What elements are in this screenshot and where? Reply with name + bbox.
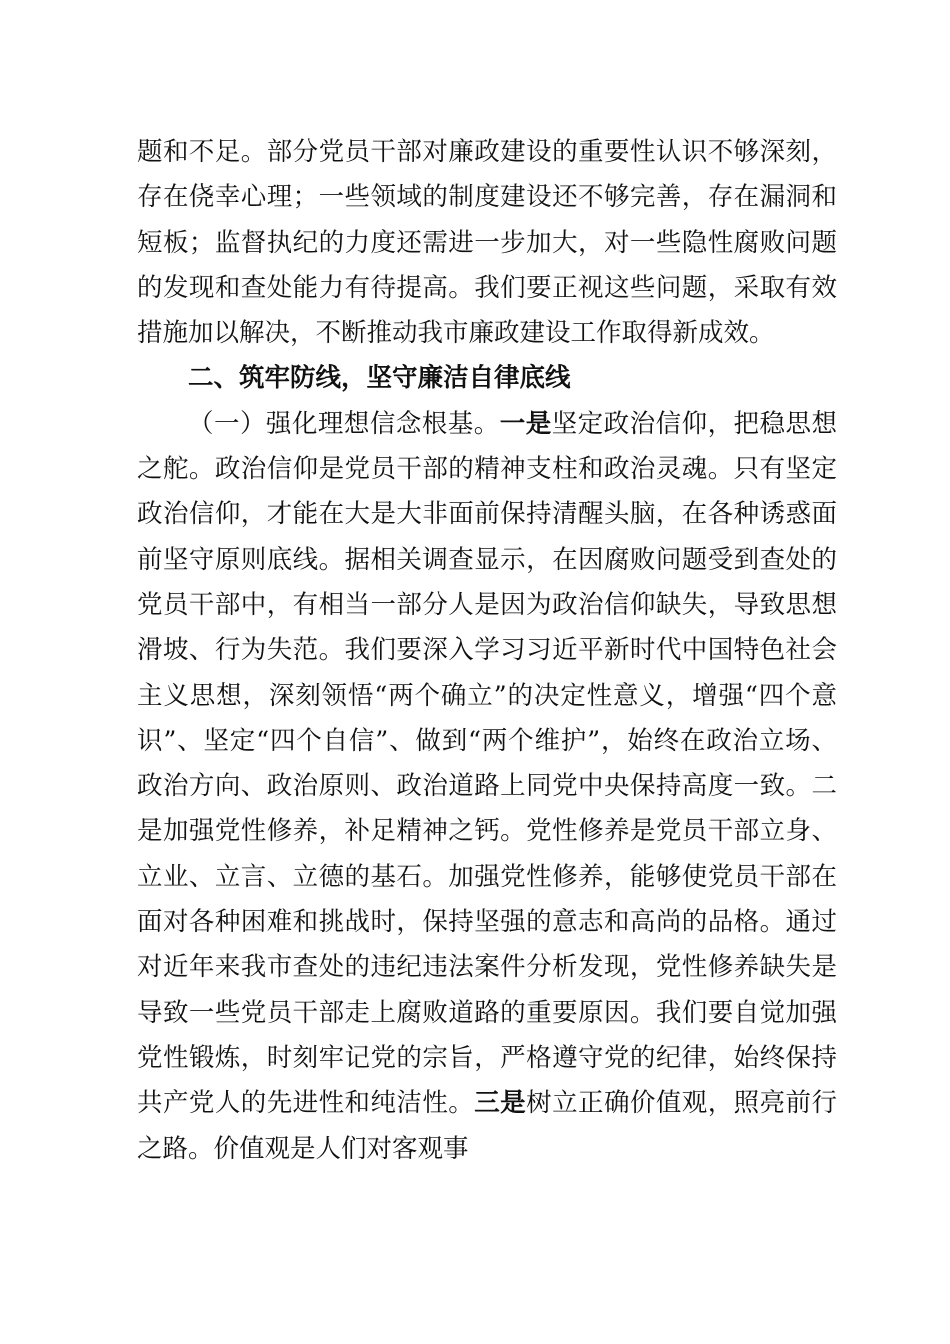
document-body bbox=[137, 130, 837, 1172]
body-paragraph-with-emphasis bbox=[137, 402, 837, 1172]
subsection-title: （一）强化理想信念根基。 bbox=[188, 408, 500, 439]
body-paragraph: 题和不足。部分党员干部对廉政建设的重要性认识不够深刻，存在侥幸心理；一些领域的制度建设还不够完善，存在漏洞和短板；监督执纪的力度还需进一步加大，对一些隐性腐败问题的发现和查处能力有待提高。我们要正视这些问题，采取有效措施加以解决，不断推动我市廉政建设工作取得新成效。 bbox=[137, 137, 837, 349]
paragraph-text: 树立正确价值观，照亮前行之路。价值观是人们对客观事 bbox=[137, 1088, 837, 1164]
paragraph-text: 坚定政治信仰，把稳思想之舵。政治信仰是党员干部的精神支柱和政治灵魂。只有坚定政治信仰，才能在大是大非面前保持清醒头脑，在各种诱惑面前坚守原则底线。据相关调查显示，在因腐败问题受到查处的党员干部中，有相当一部分人是因为政治信仰缺失，导致思想滑坡、行为失范。我们要深入学习习近平新时代中国特色社会主义思想，深刻领悟“两个确立”的决定性意义，增强“四个意识”、坚定“四个自信”、做到“两个维护”，始终在政治立场、政治方向、政治原则、政治道路上同党中央保持高度一致。二是加强党性修养，补足精神之钙。党性修养是党员干部立身、立业、立言、立德的基石。加强党性修养，能够使党员干部在面对各种困难和挑战时，保持坚强的意志和高尚的品格。通过对近年来我市查处的违纪违法案件分析发现，党性修养缺失是导致一些党员干部走上腐败道路的重要原因。我们要自觉加强党性锻炼，时刻牢记党的宗旨，严格遵守党的纪律，始终保持共产党人的先进性和纯洁性。 bbox=[137, 408, 837, 1119]
emphasis-text: 一是 bbox=[499, 408, 552, 439]
emphasis-text: 三是 bbox=[474, 1088, 527, 1119]
section-heading: 二、筑牢防线，坚守廉洁自律底线 bbox=[188, 363, 571, 394]
